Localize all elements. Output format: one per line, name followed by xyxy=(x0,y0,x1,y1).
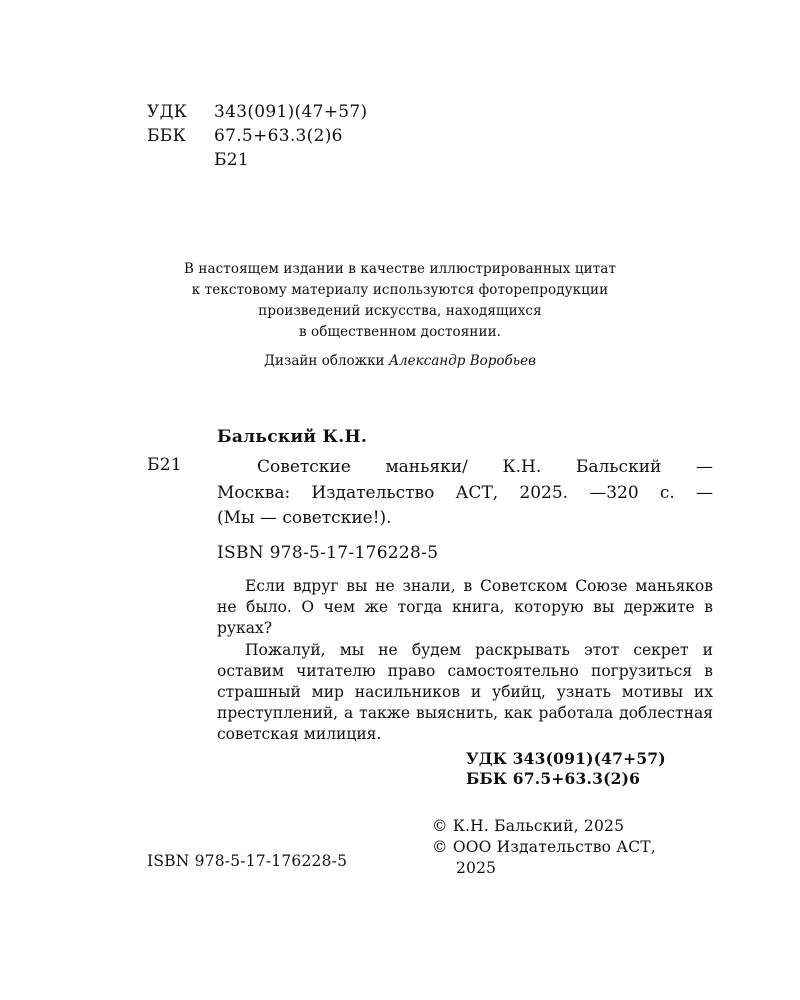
bottom-index-block xyxy=(466,749,666,789)
cover-designer-credit xyxy=(0,351,800,372)
udk-label: УДК xyxy=(147,102,188,122)
bbk-value: 67.5+63.3(2)6 xyxy=(214,126,343,146)
description-line: (Мы — советские!). xyxy=(217,508,392,528)
description-line: Москва: Издательство АСТ, 2025. —320 с. — xyxy=(217,482,713,503)
notice-line: в общественном достоянии. xyxy=(298,324,502,340)
isbn-main: ISBN 978-5-17-176228-5 xyxy=(217,543,439,563)
author-mark-row xyxy=(147,148,249,172)
udk-value: 343(091)(47+57) xyxy=(214,102,368,122)
copyright-publisher: © ООО Издательство АСТ, xyxy=(432,838,656,856)
designer-name: Александр Воробьев xyxy=(388,353,536,369)
public-domain-notice xyxy=(0,259,800,343)
notice-line: В настоящем издании в качестве иллюстрированных цитат xyxy=(183,261,617,277)
bibliographic-mark: Б21 xyxy=(147,455,183,475)
book-annotation xyxy=(217,576,713,746)
udk-row xyxy=(147,100,367,124)
author-mark: Б21 xyxy=(214,150,250,170)
notice-line: произведений искусства, находящихся xyxy=(258,303,542,319)
book-author: Бальский К.Н. xyxy=(217,427,368,447)
designer-prefix: Дизайн обложки xyxy=(264,353,385,369)
copyright-author: © К.Н. Бальский, 2025 xyxy=(432,817,625,835)
isbn-bottom: ISBN 978-5-17-176228-5 xyxy=(147,852,348,870)
bottom-udk: УДК 343(091)(47+57) xyxy=(466,749,666,768)
annotation-paragraph: Если вдруг вы не знали, в Советском Союзе маньяков не было. О чем же тогда книга, которую вы держите в руках? xyxy=(217,577,713,638)
bbk-label: ББК xyxy=(147,126,187,146)
copyright-year: 2025 xyxy=(456,859,497,877)
notice-line: к текстовому материалу используются фоторепродукции xyxy=(191,282,609,298)
annotation-paragraph: Пожалуй, мы не будем раскрывать этот секрет и оставим читателю право самостоятельно погрузиться в страшный мир насильников и убийц, узнать мотивы их преступлений, а также выяснить, как работала доблестная советская милиция. xyxy=(217,640,713,744)
copyright-block xyxy=(432,816,656,879)
bbk-row xyxy=(147,124,343,148)
bibliographic-description xyxy=(217,455,713,532)
description-line: Советские маньяки/ К.Н. Бальский — xyxy=(257,457,713,477)
bottom-bbk: ББК 67.5+63.3(2)6 xyxy=(466,769,641,788)
